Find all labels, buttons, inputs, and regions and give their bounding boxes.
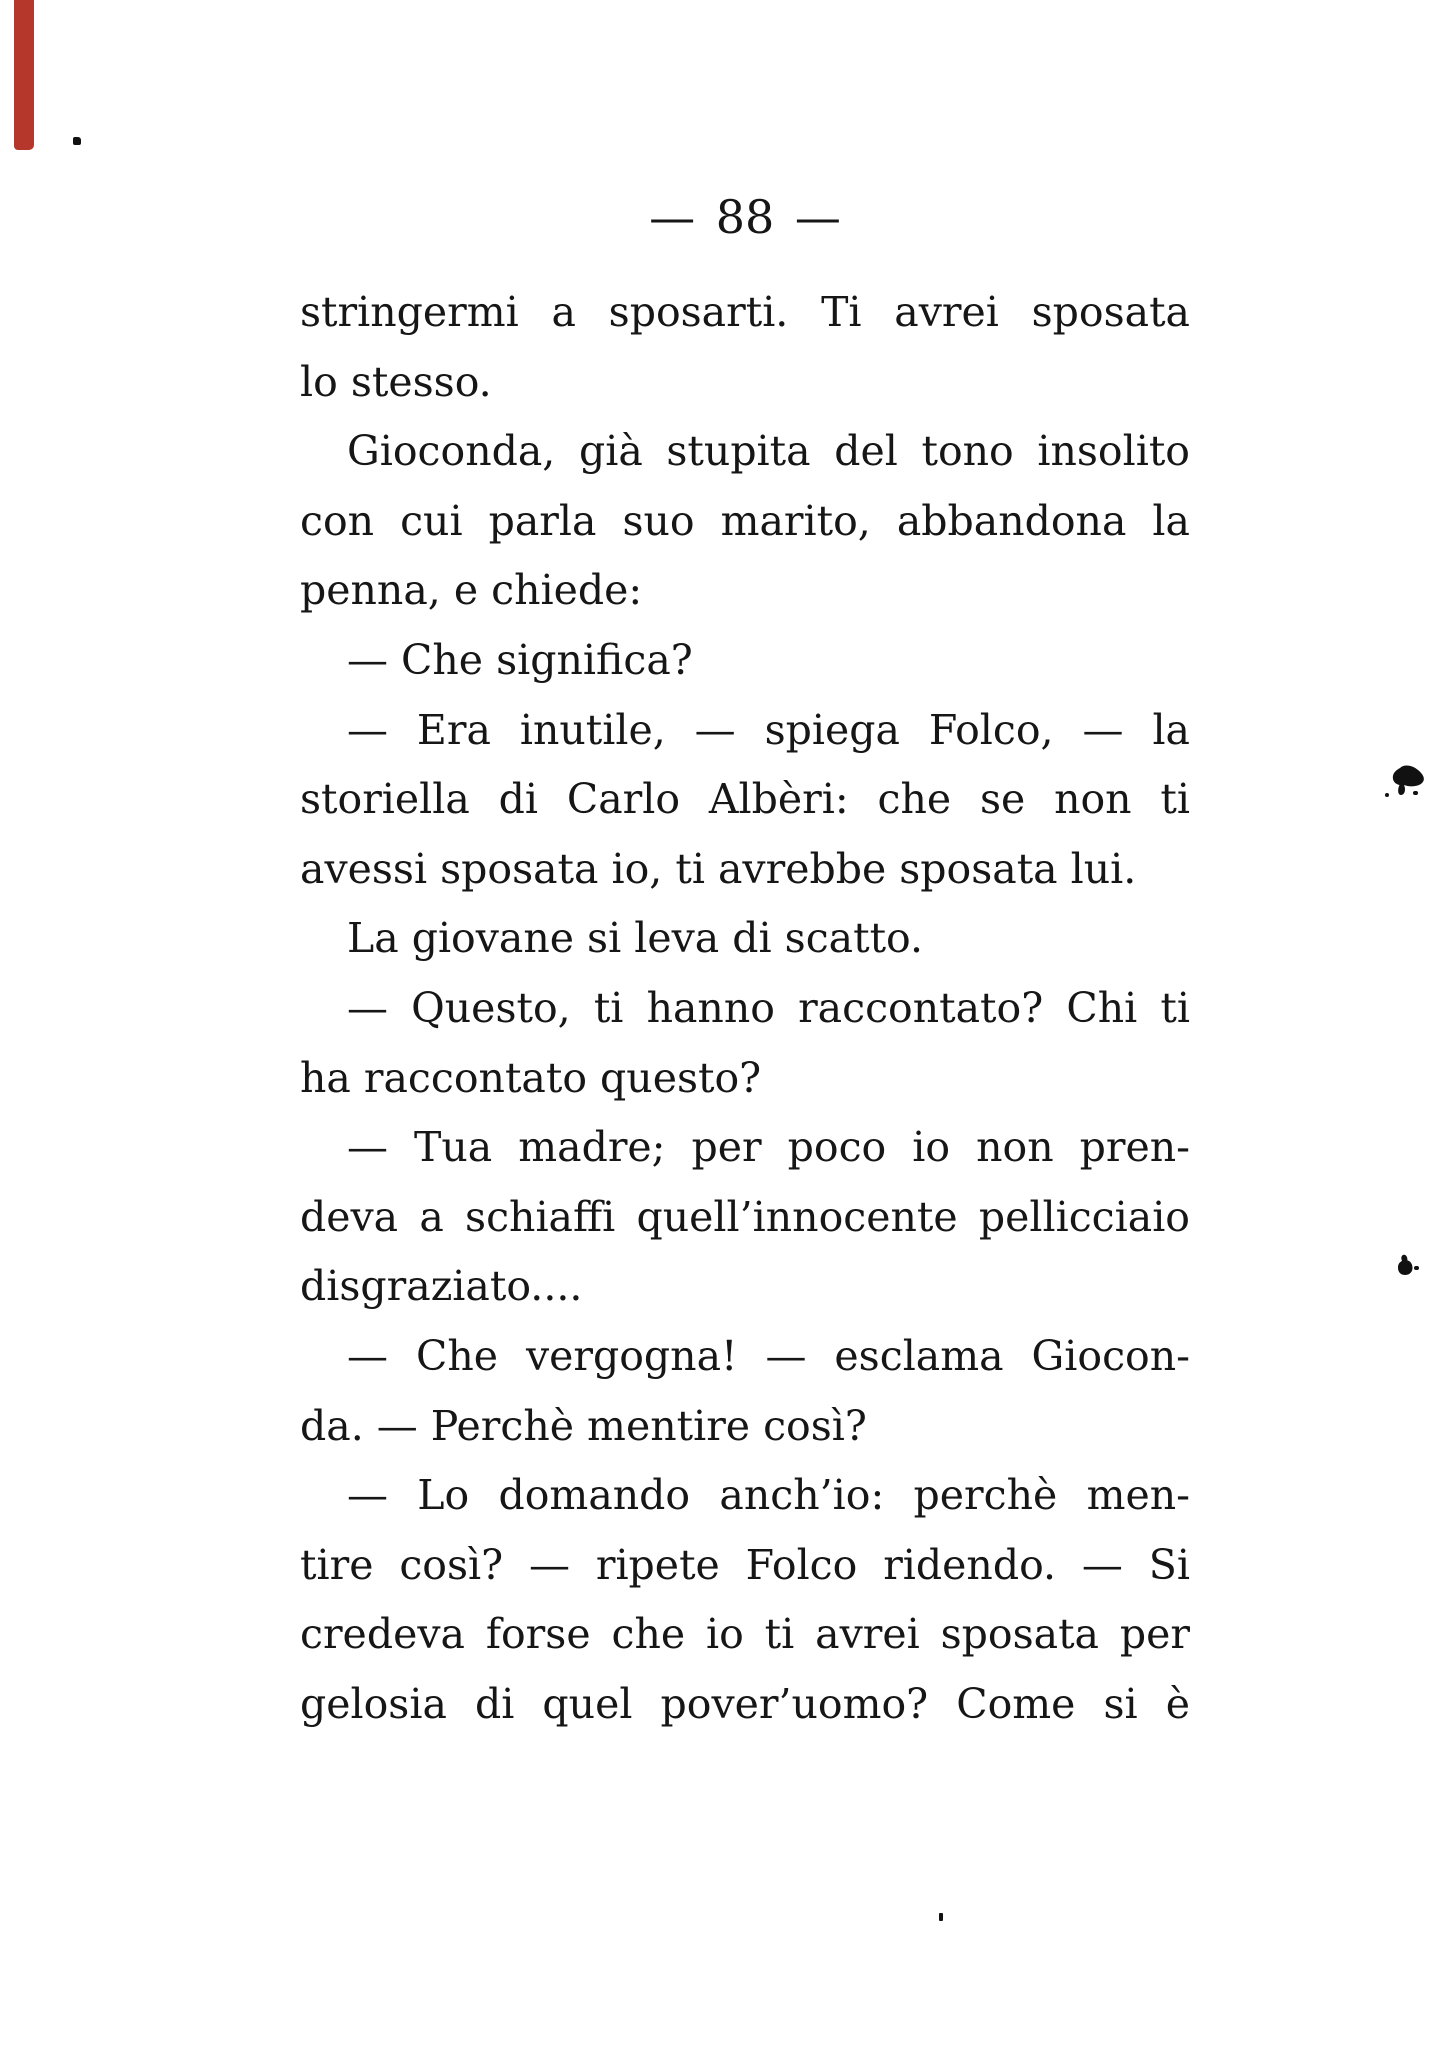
text-line: ha raccontato questo? bbox=[300, 1053, 762, 1102]
text-line: — Questo, ti hanno raccontato? Chi ti bbox=[347, 983, 1190, 1032]
ink-speck bbox=[73, 137, 81, 145]
text-line: disgraziato.... bbox=[300, 1262, 583, 1311]
text-line: — Lo domando anch’io: perchè men- bbox=[347, 1471, 1190, 1520]
text-line: avessi sposata io, ti avrebbe sposata lui. bbox=[300, 844, 1137, 893]
text-line: deva a schiaffi quell’innocente pellicciaio bbox=[300, 1192, 1190, 1241]
text-line: — Era inutile, — spiega Folco, — la bbox=[347, 705, 1190, 754]
text-line: con cui parla suo marito, abbandona la bbox=[300, 496, 1190, 545]
ink-speck bbox=[1414, 1266, 1419, 1270]
red-ink-mark bbox=[14, 0, 34, 150]
text-line: — Che vergogna! — esclama Giocon- bbox=[347, 1331, 1190, 1380]
ink-speck bbox=[1385, 793, 1389, 797]
text-line: La giovane si leva di scatto. bbox=[347, 914, 924, 963]
text-line: — Che significa? bbox=[347, 635, 693, 684]
page-text bbox=[300, 278, 1190, 1739]
ink-speck bbox=[939, 1913, 943, 1921]
text-line: gelosia di quel pover’uomo? Come si è bbox=[300, 1679, 1190, 1728]
text-line: — Tua madre; per poco io non pren- bbox=[347, 1123, 1190, 1172]
text-line: storiella di Carlo Albèri: che se non ti bbox=[300, 775, 1190, 824]
text-line: credeva forse che io ti avrei sposata per bbox=[300, 1610, 1190, 1659]
text-line: da. — Perchè mentire così? bbox=[300, 1401, 867, 1450]
ink-speck bbox=[1413, 791, 1418, 795]
text-line: stringermi a sposarti. Ti avrei sposata bbox=[300, 288, 1190, 336]
page-number: — 88 — bbox=[649, 190, 841, 244]
text-line: Gioconda, già stupita del tono insolito bbox=[347, 427, 1190, 476]
ink-blob bbox=[1387, 764, 1427, 800]
text-line: lo stesso. bbox=[300, 357, 492, 406]
text-line: penna, e chiede: bbox=[300, 566, 643, 615]
text-line: tire così? — ripete Folco ridendo. — Si bbox=[300, 1540, 1190, 1589]
